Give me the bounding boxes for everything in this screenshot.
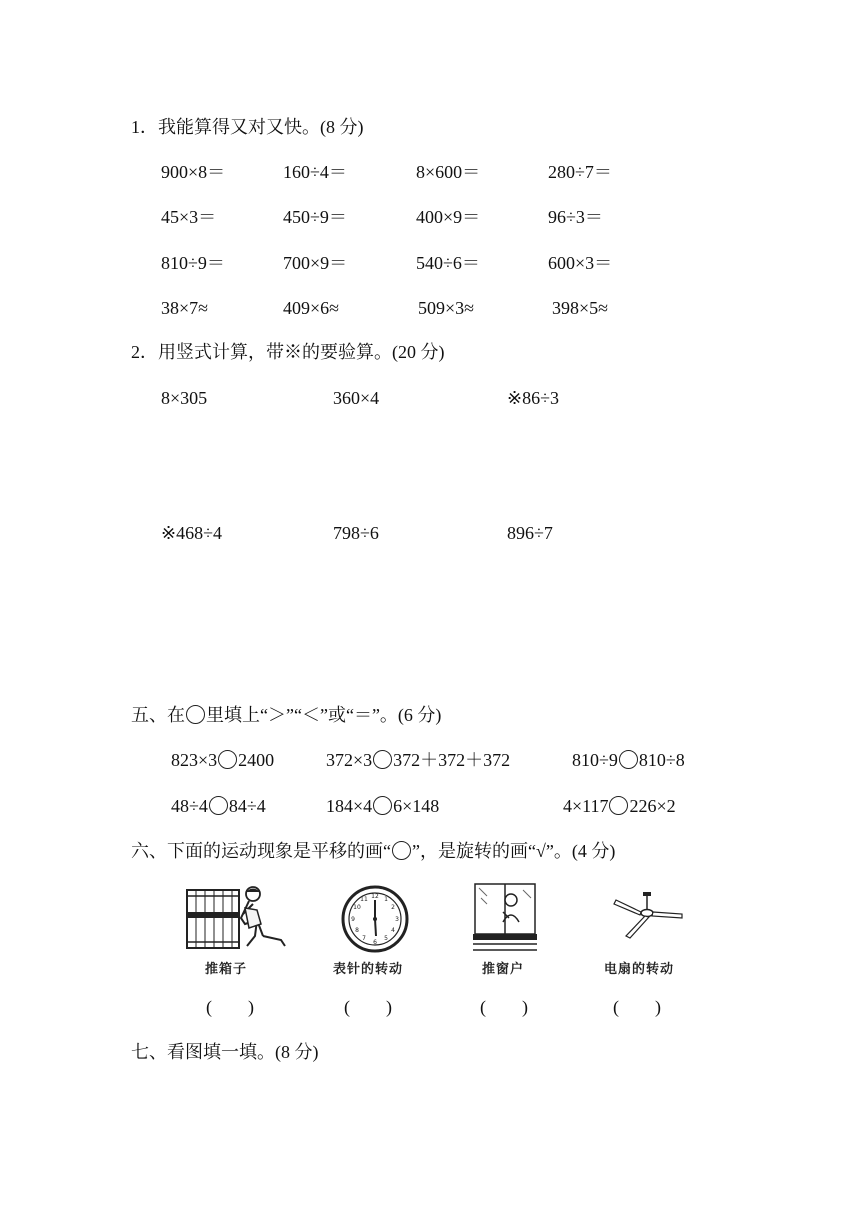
q1-item: 810÷9＝: [161, 253, 225, 273]
compare-right: 372＋372＋372: [393, 750, 511, 770]
compare-right: 2400: [238, 750, 275, 770]
compare-item: [563, 796, 676, 815]
q1-item: 700×9＝: [283, 253, 348, 273]
q1-item: 45×3＝: [161, 207, 217, 227]
q1-item: 38×7≈: [161, 298, 209, 318]
compare-item: [572, 750, 685, 769]
answer-blank[interactable]: ( ): [344, 997, 392, 1017]
answer-circle[interactable]: [373, 750, 392, 769]
circle-mark-icon: [392, 841, 411, 860]
q1-item: 900×8＝: [161, 162, 226, 182]
svg-text:5: 5: [384, 935, 388, 942]
compare-item: [326, 750, 510, 769]
svg-text:4: 4: [391, 927, 395, 934]
q1-item: 96÷3＝: [548, 207, 603, 227]
svg-text:6: 6: [373, 939, 377, 946]
compare-left: 48÷4: [171, 796, 208, 816]
q1-item: 400×9＝: [416, 207, 481, 227]
compare-right: 6×148: [393, 796, 440, 816]
window-icon: [473, 882, 537, 954]
compare-item: [326, 796, 439, 815]
q2-item: ※86÷3: [507, 388, 559, 408]
answer-circle[interactable]: [619, 750, 638, 769]
q6-title-suffix: ”，是旋转的画“√”。(4 分): [412, 841, 616, 861]
answer-blank[interactable]: ( ): [480, 997, 528, 1017]
svg-text:3: 3: [395, 916, 399, 923]
q1-item: 8×600＝: [416, 162, 481, 182]
q2-item: ※468÷4: [161, 523, 222, 543]
circle-blank-icon: [186, 705, 205, 724]
caption-window: 推窗户: [482, 962, 525, 977]
compare-right: 810÷8: [638, 750, 685, 770]
svg-text:2: 2: [391, 904, 395, 911]
answer-blank[interactable]: ( ): [206, 997, 254, 1017]
q1-item: 280÷7＝: [548, 162, 612, 182]
compare-left: 184×4: [326, 796, 373, 816]
svg-text:11: 11: [360, 896, 368, 903]
q7-title: 七、看图填一填。(8 分): [131, 1042, 319, 1062]
compare-left: 372×3: [326, 750, 373, 770]
clock-icon: [340, 884, 410, 954]
q5-title-suffix: 里填上“＞”“＜”或“＝”。(6 分): [206, 705, 442, 725]
fan-icon: [612, 890, 684, 940]
caption-push-box: 推箱子: [205, 962, 248, 977]
svg-text:8: 8: [355, 927, 359, 934]
q1-item: 600×3＝: [548, 253, 613, 273]
q5-title: [131, 705, 441, 724]
q2-item: 798÷6: [333, 523, 379, 543]
q1-item: 450÷9＝: [283, 207, 347, 227]
caption-clock: 表针的转动: [333, 962, 404, 977]
answer-blank[interactable]: ( ): [613, 997, 661, 1017]
q2-item: 8×305: [161, 388, 208, 408]
q1-item: 409×6≈: [283, 298, 340, 318]
answer-circle[interactable]: [209, 796, 228, 815]
answer-circle[interactable]: [218, 750, 237, 769]
answer-circle[interactable]: [609, 796, 628, 815]
compare-left: 823×3: [171, 750, 218, 770]
q2-item: 360×4: [333, 388, 380, 408]
compare-left: 810÷9: [572, 750, 618, 770]
q1-item: 160÷4＝: [283, 162, 347, 182]
q1-item: 509×3≈: [418, 298, 475, 318]
q1-item: 540÷6＝: [416, 253, 480, 273]
compare-right: 226×2: [629, 796, 676, 816]
svg-text:9: 9: [351, 916, 355, 923]
push-box-icon: [185, 884, 289, 952]
svg-text:1: 1: [384, 896, 388, 903]
q1-item: 398×5≈: [552, 298, 609, 318]
answer-circle[interactable]: [373, 796, 392, 815]
q1-title: 1．我能算得又对又快。(8 分): [131, 117, 364, 137]
q6-title-prefix: 六、下面的运动现象是平移的画“: [131, 841, 391, 861]
compare-left: 4×117: [563, 796, 609, 816]
svg-text:7: 7: [362, 935, 366, 942]
compare-item: [171, 796, 266, 815]
q5-title-prefix: 五、在: [131, 705, 185, 725]
svg-text:10: 10: [353, 904, 361, 911]
q2-title: 2．用竖式计算，带※的要验算。(20 分): [131, 342, 445, 362]
q6-title: [131, 841, 615, 860]
compare-right: 84÷4: [228, 796, 266, 816]
caption-fan: 电扇的转动: [604, 962, 675, 977]
svg-text:12: 12: [371, 893, 379, 900]
q2-item: 896÷7: [507, 523, 553, 543]
compare-item: [171, 750, 274, 769]
